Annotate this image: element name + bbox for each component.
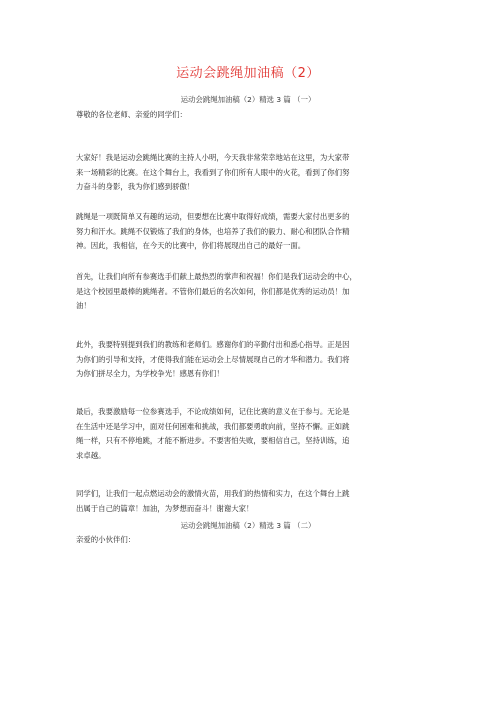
paragraph-line: 出属于自己的篇章！加油，为梦想而奋斗！谢谢大家！ [76, 503, 254, 513]
paragraph-line: 大家好！我是运动会跳绳比赛的主持人小明，今天我非常荣幸地站在这里，为大家带 [76, 153, 350, 162]
paragraph-line: 绳一样，只有不停地跳，才能不断进步。不要害怕失败，要相信自己，坚持训练，追 [76, 436, 350, 446]
paragraph-line: 此外，我要特别提到我们的教练和老师们。感谢你们的辛勤付出和悉心指导。正是因 [76, 340, 350, 349]
section-heading-1: 运动会跳绳加油稿（2）精选 3 篇 （一） [180, 95, 316, 104]
paragraph-line: 力奋斗的身影，我为你们感到骄傲！ [76, 182, 195, 192]
paragraph-line: 最后，我要激励每一位参赛选手，不论成绩如何，记住比赛的意义在于参与。无论是 [76, 407, 350, 416]
paragraph-line: 首先，让我们向所有参赛选手们献上最热烈的掌声和祝福！你们是我们运动会的中心， [76, 272, 357, 281]
paragraph-5 [76, 405, 422, 463]
paragraph-line: 努力和汗水。跳绳不仅锻炼了我们的身体，也培养了我们的毅力、耐心和团队合作精 [76, 226, 350, 236]
paragraph-2 [76, 210, 422, 254]
paragraph-line: 为你们拼尽全力，为学校争光！感恩有你们！ [76, 369, 224, 379]
document-title: 运动会跳绳加油稿（2） [176, 66, 320, 81]
paragraph-line: 神。因此，我相信，在今天的比赛中，你们将展现出自己的最好一面。 [76, 241, 306, 251]
paragraph-line: 在生活中还是学习中，面对任何困难和挑战，我们都要勇敢向前，坚持不懈。正如跳 [76, 421, 350, 431]
paragraph-line: 求卓越。 [76, 450, 106, 460]
paragraph-line: 跳绳是一项既简单又有趣的运动，但要想在比赛中取得好成绩，需要大家付出更多的 [76, 212, 350, 221]
paragraph-line: 为你们的引导和支持，才使得我们能在运动会上尽情展现自己的才华和潜力。我们将 [76, 354, 350, 364]
greeting-line: 亲爱的小伙伴们： [76, 535, 136, 544]
paragraph-4 [76, 338, 422, 382]
paragraph-line: 油！ [76, 301, 91, 311]
greeting-1 [76, 108, 422, 123]
paragraph-line: 是这个校园里最棒的跳绳者。不管你们最后的名次如何，你们都是优秀的运动员！加 [76, 286, 350, 296]
section-heading-2: 运动会跳绳加油稿（2）精选 3 篇 （二） [180, 521, 316, 530]
paragraph-line: 来一场精彩的比赛。在这个舞台上，我看到了你们所有人眼中的火花，看到了你们努 [76, 167, 350, 177]
paragraph-1 [76, 151, 422, 195]
greeting-line: 尊敬的各位老师、亲爱的同学们： [76, 110, 187, 119]
greeting-2 [76, 533, 422, 548]
paragraph-3 [76, 270, 422, 314]
paragraph-6 [76, 487, 422, 516]
paragraph-line: 同学们，让我们一起点燃运动会的激情火苗，用我们的热情和实力，在这个舞台上跳 [76, 489, 350, 498]
